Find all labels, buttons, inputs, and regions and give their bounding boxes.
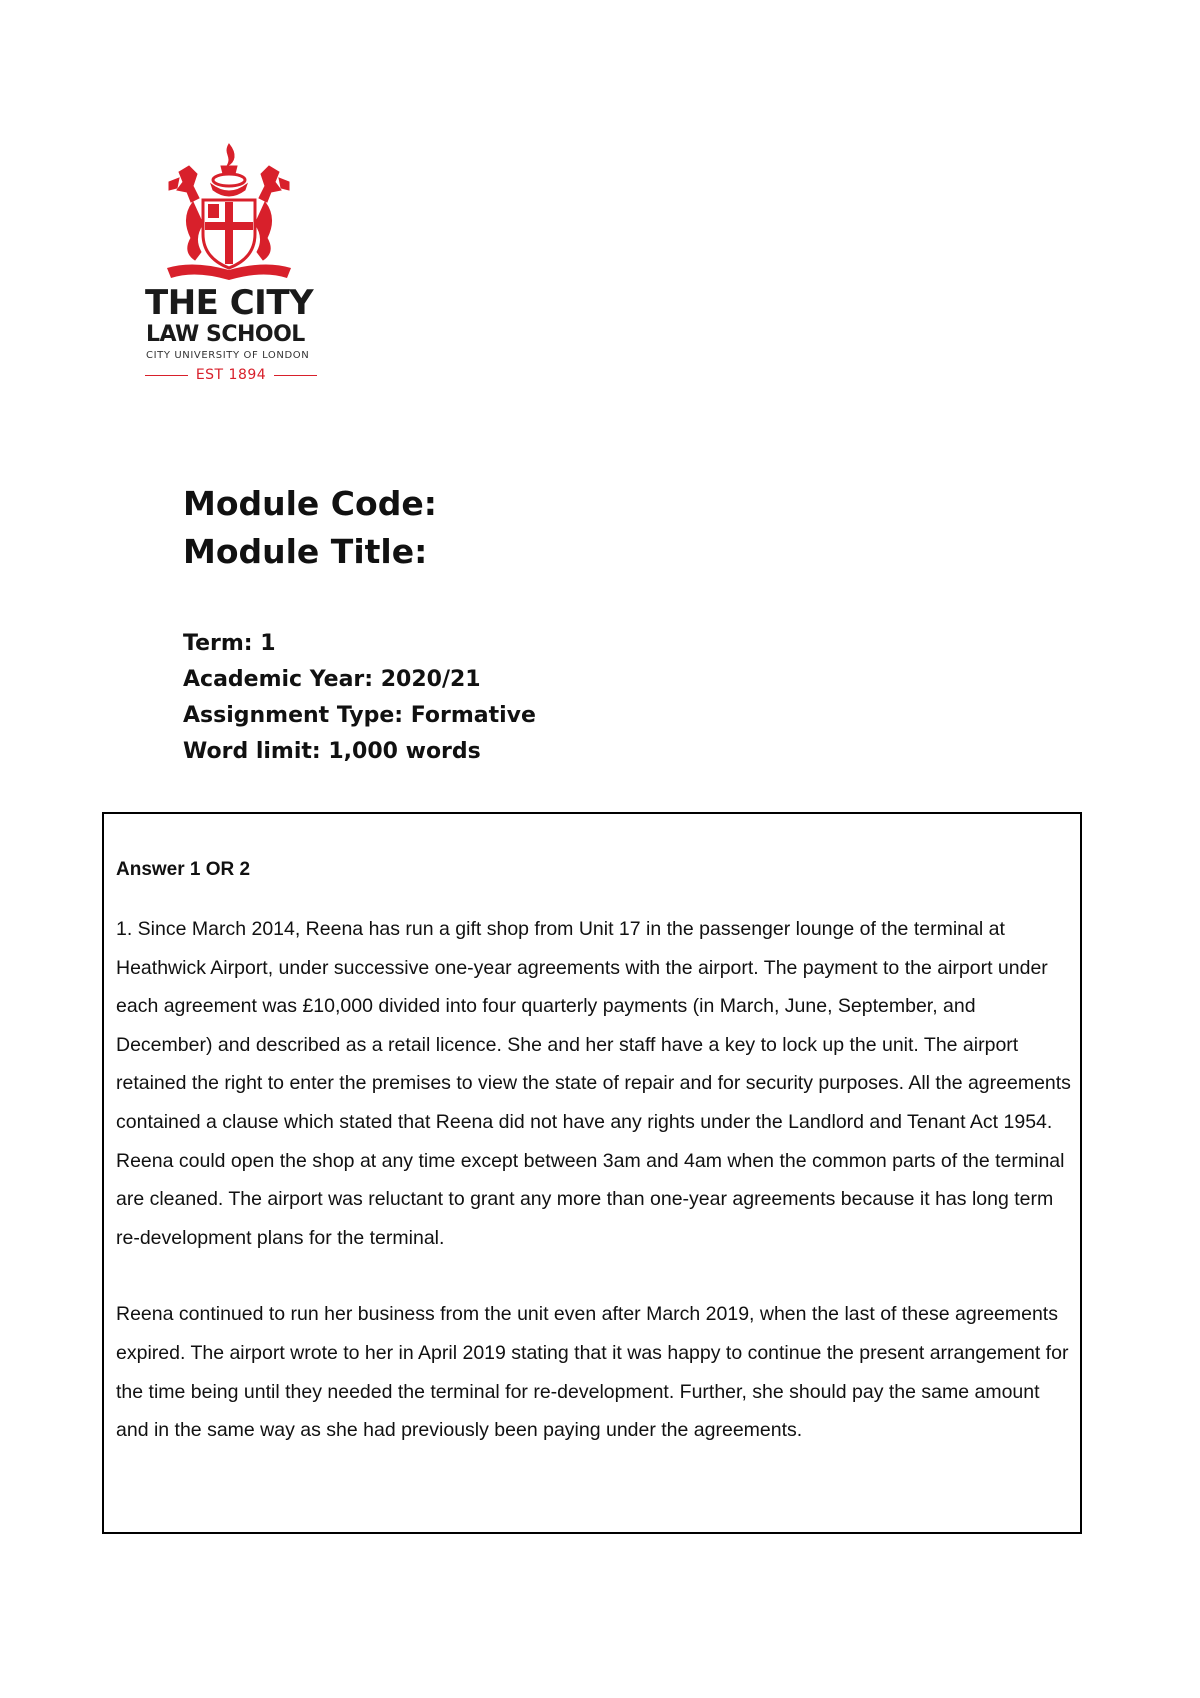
logo-subtitle-line: LAW SCHOOL — [146, 322, 305, 347]
word-limit-line: Word limit: 1,000 words — [183, 739, 481, 764]
assignment-type-line: Assignment Type: Formative — [183, 703, 536, 728]
paragraph-gap — [116, 1257, 1076, 1295]
logo-rule-right — [274, 375, 317, 376]
academic-year-line: Academic Year: 2020/21 — [183, 667, 481, 692]
module-title-label: Module Title: — [183, 532, 428, 571]
question-paragraph-1: 1. Since March 2014, Reena has run a gift shop from Unit 17 in the passenger lounge of the terminal at Heathwick Airport, under successive one-year agreements with the airport. The payment to the airport under each agreement was £10,000 divided into four quarterly payments (in March, June, September, and December) and described as a retail licence. She and her staff have a key to lock up the unit. The airport retained the right to enter the premises to view the state of repair and for security purposes. All the agreements contained a clause which stated that Reena did not have any rights under the Landlord and Tenant Act 1954. Reena could open the shop at any time except between 3am and 4am when the common parts of the terminal are cleaned. The airport was reluctant to grant any more than one-year agreements because it has long term re-development plans for the terminal. — [116, 918, 1071, 1249]
term-line: Term: 1 — [183, 631, 276, 656]
logo-university-line: CITY UNIVERSITY OF LONDON — [146, 350, 310, 361]
assignment-meta — [183, 626, 536, 770]
module-code-label: Module Code: — [183, 484, 437, 523]
answer-instruction: Answer 1 OR 2 — [116, 859, 251, 880]
module-header — [183, 480, 437, 576]
question-content — [116, 858, 1076, 1450]
logo-est-text: EST 1894 — [195, 367, 267, 383]
question-paragraph-2: Reena continued to run her business from the unit even after March 2019, when the last of these agreements expired. The airport wrote to her in April 2019 stating that it was happy to continue the present arrangement for the time being until they needed the terminal for re-development. Further, she should pay the same amount and in the same way as she had previously been paying under the agreements. — [116, 1303, 1069, 1442]
logo-title-line: THE CITY — [145, 283, 314, 323]
coat-of-arms-icon — [163, 142, 295, 282]
question-box — [102, 812, 1082, 1534]
logo-rule-left — [145, 375, 188, 376]
logo-established — [145, 366, 317, 384]
